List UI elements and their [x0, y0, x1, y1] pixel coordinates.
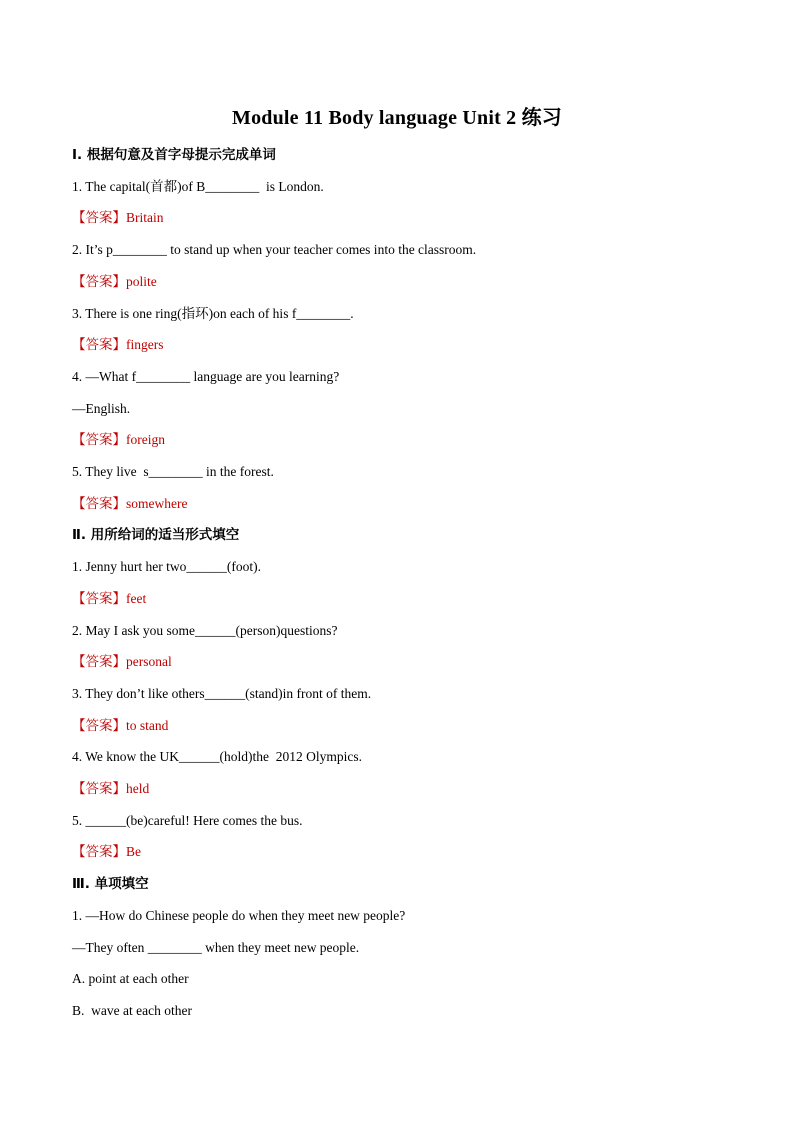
question-line: A. point at each other — [72, 971, 189, 987]
answer-label: 【答案】 — [72, 495, 126, 512]
question-line: 1. Jenny hurt her two______(foot). — [72, 559, 261, 575]
answer-label: 【答案】 — [72, 590, 126, 607]
question-line: 5. They live s________ in the forest. — [72, 464, 274, 479]
section-heading: Ⅱ. 用所给词的适当形式填空 — [72, 527, 240, 544]
answer-label: 【答案】 — [72, 432, 126, 449]
question-line: 1. The capital(首都)of B________ is London. — [72, 178, 324, 194]
question-line: 5. ______(be)careful! Here comes the bus. — [72, 812, 303, 828]
section-heading: Ⅲ. 单项填空 — [72, 876, 149, 893]
answer-line — [72, 780, 149, 798]
answer-value: polite — [126, 273, 157, 289]
answer-label: 【答案】 — [72, 717, 126, 734]
answer-line — [72, 717, 168, 735]
answer-line — [72, 431, 165, 449]
answer-line — [72, 590, 146, 608]
answer-value: feet — [126, 590, 147, 606]
answer-label: 【答案】 — [72, 210, 126, 227]
answer-label: 【答案】 — [72, 781, 126, 797]
question-line: 1. —How do Chinese people do when they meet new people? — [72, 907, 406, 923]
question-line: 3. There is one ring(指环)on each of his f________. — [72, 305, 354, 321]
answer-line — [72, 336, 164, 354]
answer-label: 【答案】 — [72, 337, 126, 354]
question-line: 4. —What f________ language are you learning? — [72, 368, 340, 384]
answer-value: held — [126, 781, 150, 796]
answer-value: Britain — [126, 210, 164, 226]
answer-value: to stand — [126, 717, 169, 733]
answer-value: Be — [126, 844, 141, 860]
answer-value: fingers — [126, 337, 164, 353]
question-line: —English. — [72, 400, 131, 416]
question-line: 2. May I ask you some______(person)questions? — [72, 622, 338, 638]
answer-label: 【答案】 — [72, 273, 126, 290]
answer-line — [72, 209, 164, 227]
answer-line — [72, 273, 157, 291]
answer-label: 【答案】 — [72, 654, 126, 671]
answer-value: personal — [126, 654, 172, 670]
answer-line — [72, 653, 172, 671]
answer-label: 【答案】 — [72, 844, 126, 861]
question-line: B. wave at each other — [72, 1002, 192, 1018]
question-line: 3. They don’t like others______(stand)in front of them. — [72, 685, 372, 701]
answer-value: somewhere — [126, 495, 188, 511]
answer-line — [72, 843, 141, 861]
section-heading: Ⅰ. 根据句意及首字母提示完成单词 — [72, 147, 276, 163]
answer-line — [72, 495, 187, 513]
question-line: 2. It’s p________ to stand up when your teacher comes into the classroom. — [72, 242, 477, 258]
question-line: 4. We know the UK______(hold)the 2012 Olympics. — [72, 749, 363, 765]
answer-value: foreign — [126, 432, 165, 448]
page-title: Module 11 Body language Unit 2 练习 — [232, 107, 562, 129]
question-line: —They often ________ when they meet new people. — [72, 939, 360, 955]
